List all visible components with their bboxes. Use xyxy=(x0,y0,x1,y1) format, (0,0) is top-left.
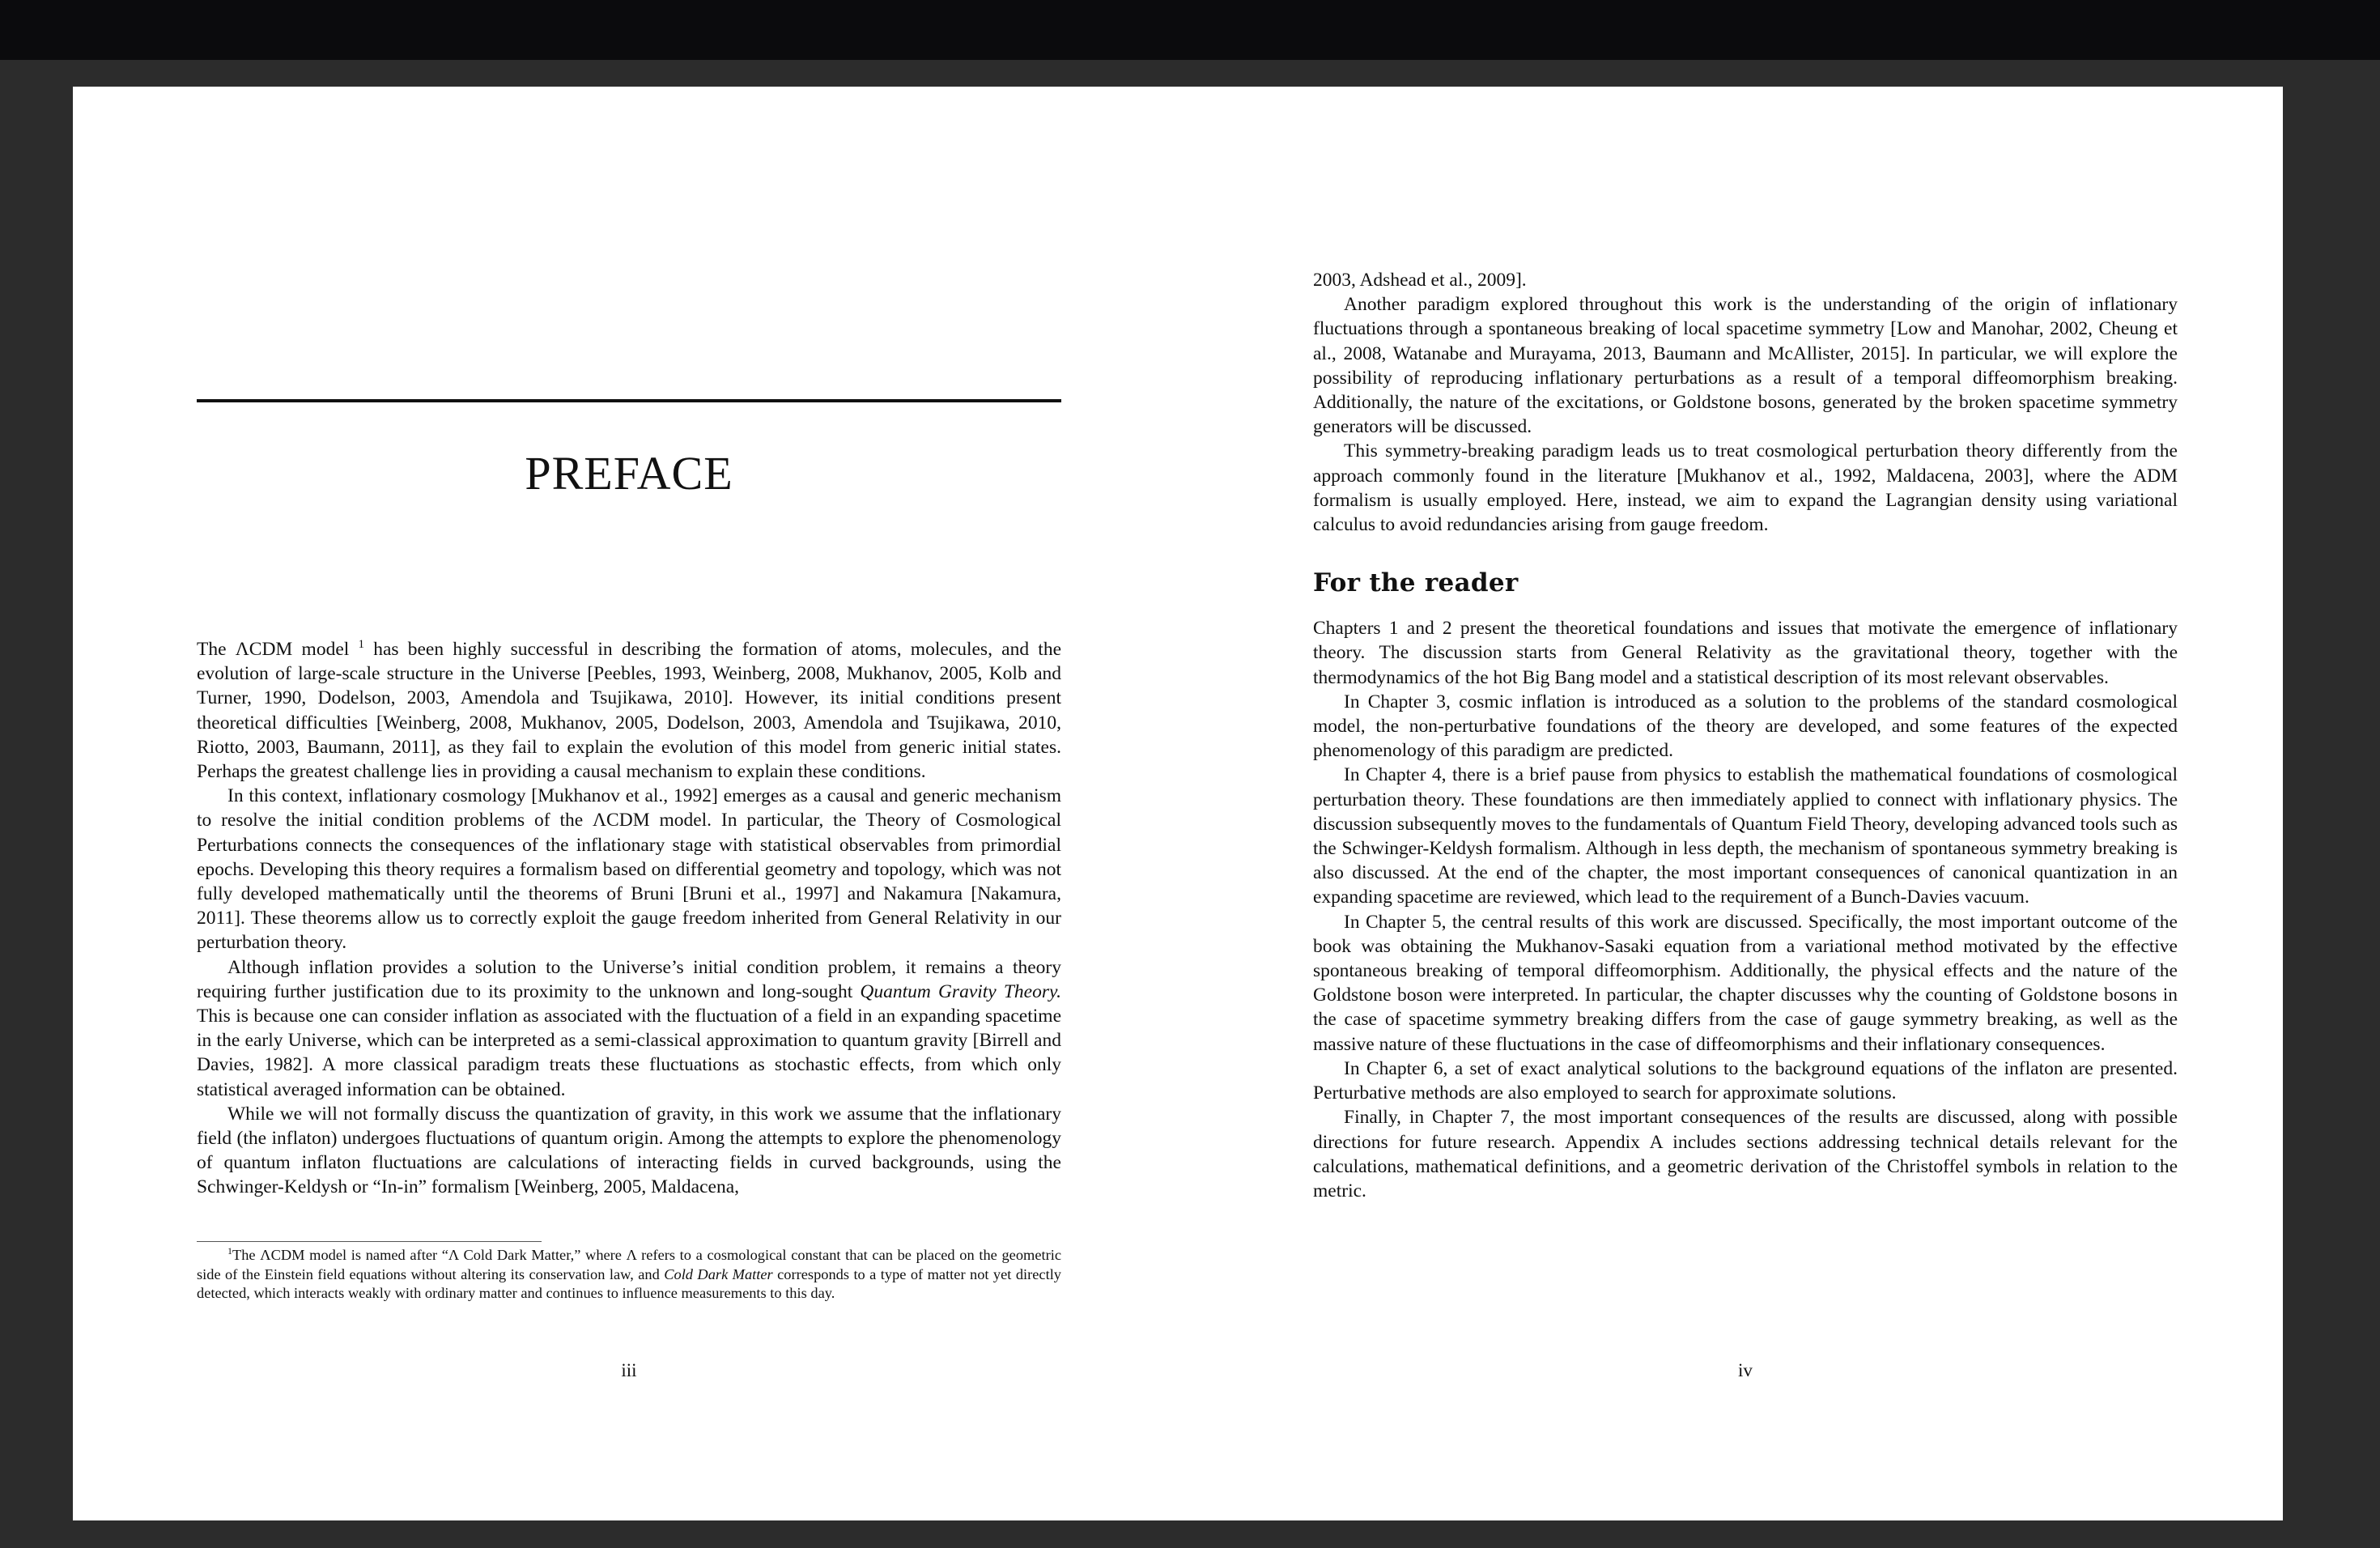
paragraph: Another paradigm explored throughout this work is the understanding of the origin of inflationary fluctuations through a spontaneous breaking of local spacetime symmetry [Low and Manohar, 2002, Cheung et al., 2008, Watanabe and Murayama, 2013, Baumann and McAllister, 2015]. In particular, we will explore the possibility of reproducing inflationary perturbations as a result of a temporal diffeomorphism breaking. Additionally, the nature of the excitations, or Goldstone bosons, generated by the broken spacetime symmetry generators will be discussed. xyxy=(1313,294,2178,438)
footnote xyxy=(197,1246,1061,1303)
paragraph: Finally, in Chapter 7, the most important consequences of the results are discussed, along with possible directions for future research. Appendix A includes sections addressing technical details relevant for the calculations, mathematical definitions, and a geometric derivation of the Christoffel symbols in relation to the metric. xyxy=(1313,1107,2178,1201)
paragraph: 2003, Adshead et al., 2009]. xyxy=(1313,270,1527,291)
paragraph-text: Although inflation provides a solution to the Universe’s initial condition problem, it remains a theory requiring further justification due to its proximity to the unknown and long-sought xyxy=(197,956,1061,1002)
paragraph: In Chapter 6, a set of exact analytical solutions to the background equations of the inflaton are presented. Perturbative methods are also employed to search for approximate solutions. xyxy=(1313,1057,2178,1104)
footnote-part: The ΛCDM model is named after “Λ Cold Dark Matter,” where Λ refers to a cosmological constant that can be placed on the geometric side of the Einstein field equations without altering its conservation law, and xyxy=(197,1247,1061,1282)
paragraph-text: The ΛCDM model xyxy=(197,639,359,660)
footnote-rule xyxy=(197,1241,542,1242)
footnote-text xyxy=(197,1246,1061,1303)
paragraph: In this context, inflationary cosmology [Mukhanov et al., 1992] emerges as a causal and generic mechanism to resolve the initial condition problems of the ΛCDM model. In particular, the Theory of Cosmological Perturbations connects the consequences of the inflationary stage with statistical observables from primordial epochs. Developing this theory requires a formalism based on differential geometry and topology, which was not fully developed mathematically until the theorems of Bruni [Bruni et al., 1997] and Nakamura [Nakamura, 2011]. These theorems allow us to correctly exploit the gauge freedom inherited from General Relativity in our perturbation theory. xyxy=(197,785,1061,954)
paragraph xyxy=(197,955,1061,1102)
title-rule xyxy=(197,399,1061,402)
right-page-body xyxy=(1313,268,2178,1203)
paragraph xyxy=(197,637,1061,784)
paragraph-text: has been highly successful in describing the formation of atoms, molecules, and the evolution of large-scale structure in the Universe [Peebles, 1993, Weinberg, 2008, Mukhanov, 2005, Kolb and Turner, 1990, Dodelson, 2003, Amendola and Tsujikawa, 2010]. However, its initial conditions present theoretical difficulties [Weinberg, 2008, Mukhanov, 2005, Dodelson, 2003, Amendola and Tsujikawa, 2010, Riotto, 2003, Baumann, 2011], as they fail to explain the evolution of this model from generic initial states. Perhaps the greatest challenge lies in providing a causal mechanism to explain these conditions. xyxy=(197,639,1062,783)
paragraph-text: This is because one can consider inflation as associated with the fluctuation of a field in an expanding spacetime in the early Universe, which can be interpreted as a semi-classical approximation to quantum gravity [Birrell and Davies, 1982]. A more classical paradigm treats these fluctuations as stochastic effects, from which only statistical averaged information can be obtained. xyxy=(197,1006,1061,1100)
paragraph: This symmetry-breaking paradigm leads us to treat cosmological perturbation theory differently from the approach commonly found in the literature [Mukhanov et al., 1992, Maldacena, 2003], where the ADM formalism is usually employed. Here, instead, we aim to expand the Lagrangian density using variational calculus to avoid redundancies arising from gauge freedom. xyxy=(1313,440,2178,536)
page-number-left: iii xyxy=(621,1360,637,1380)
paragraph: In Chapter 5, the central results of this work are discussed. Specifically, the most important outcome of the book was obtaining the Mukhanov-Sasaki equation from a variational method motivated by the effective spontaneous breaking of temporal diffeomorphism. Additionally, the physical effects and the nature of the Goldstone boson were interpreted. In particular, the chapter discusses why the counting of Goldstone bosons in the case of spacetime symmetry breaking differs from the case of gauge symmetry breaking, as well as the massive nature of these fluctuations in the case of diffeomorphisms and their inflationary consequences. xyxy=(1313,911,2178,1055)
paragraph: Chapters 1 and 2 present the theoretical foundations and issues that motivate the emergence of inflationary theory. The discussion starts from General Relativity as the gravitational theory, together with the thermodynamics of the hot Big Bang model and a statistical description of its most relevant observables. xyxy=(1313,618,2178,688)
page-title: PREFACE xyxy=(525,446,733,500)
paragraph: In Chapter 3, cosmic inflation is introduced as a solution to the problems of the standard cosmological model, the non-perturbative foundations of the theory are developed, and some features of the expected phenomenology of this paradigm are predicted. xyxy=(1313,691,2178,762)
section-heading: For the reader xyxy=(1313,568,1519,598)
page-number-right: iv xyxy=(1738,1360,1753,1380)
paragraph: In Chapter 4, there is a brief pause from physics to establish the mathematical foundations of cosmological perturbation theory. These foundations are then immediately applied to connect with inflationary physics. The discussion subsequently moves to the fundamentals of Quantum Field Theory, developing advanced tools such as the Schwinger-Keldysh formalism. Although in less depth, the mechanism of spontaneous symmetry breaking is also discussed. At the end of the chapter, the most important consequences of canonical quantization in an expanding spacetime are reviewed, which lead to the requirement of a Bunch-Davies vacuum. xyxy=(1313,764,2178,908)
viewer-top-bar xyxy=(0,0,2380,60)
left-page-body xyxy=(197,637,1061,1200)
footnote-mark: 1 xyxy=(227,1244,232,1257)
paragraph: While we will not formally discuss the quantization of gravity, in this work we assume that the inflationary field (the inflaton) undergoes fluctuations of quantum origin. Among the attempts to explore the phenomenology of quantum inflaton fluctuations are calculations of interacting fields in curved backgrounds, using the Schwinger-Keldysh or “In-in” formalism [Weinberg, 2005, Maldacena, xyxy=(197,1103,1061,1198)
emphasis-text: Quantum Gravity Theory. xyxy=(860,980,1061,1002)
footnote-emphasis: Cold Dark Matter xyxy=(664,1265,773,1282)
two-page-spread xyxy=(73,87,2283,1520)
footnote-part: corresponds to a type of matter not yet directly detected, which interacts weakly with ordinary matter and continues to influence measurements to this day. xyxy=(197,1265,1061,1301)
footnote-reference[interactable]: 1 xyxy=(358,638,364,652)
